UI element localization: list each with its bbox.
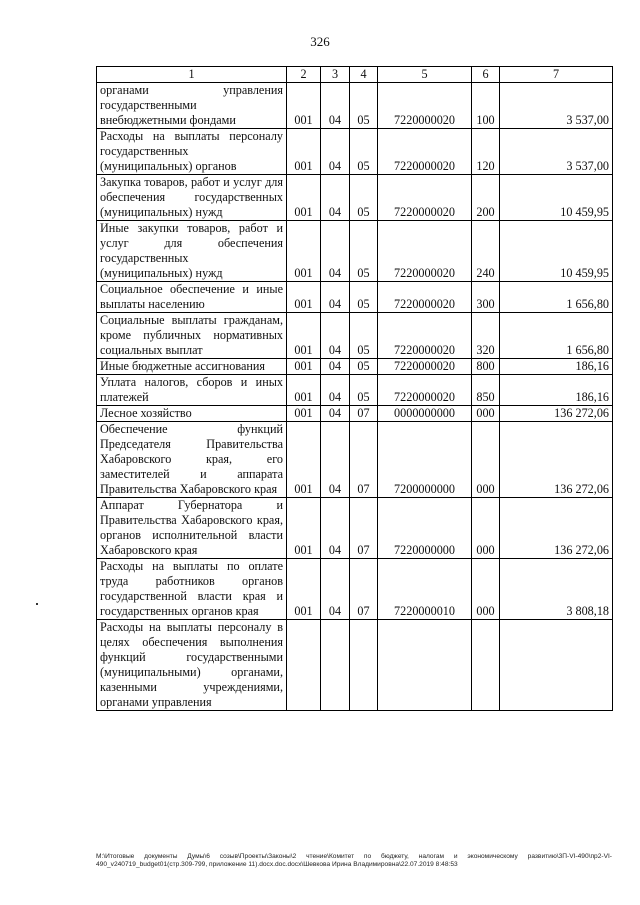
row-name: Уплата налогов, сборов и иных платежей	[97, 375, 287, 406]
header-cell: 3	[321, 67, 350, 83]
table-row	[97, 175, 613, 221]
row-name: Закупка товаров, работ и услуг для обеспечения государственных (муниципальных) нужд	[97, 175, 287, 221]
code-section: 04	[321, 559, 350, 620]
target-article: 7220000020	[378, 83, 472, 129]
code-section: 04	[321, 83, 350, 129]
code-admin: 001	[287, 498, 321, 559]
code-admin: 001	[287, 559, 321, 620]
expense-type: 320	[472, 313, 500, 359]
amount: 136 272,06	[500, 498, 613, 559]
table-row	[97, 406, 613, 422]
table-row	[97, 129, 613, 175]
code-subsection: 07	[350, 559, 378, 620]
target-article: 7220000020	[378, 221, 472, 282]
code-admin: 001	[287, 221, 321, 282]
code-subsection: 07	[350, 422, 378, 498]
code-admin: 001	[287, 359, 321, 375]
expense-type	[472, 620, 500, 711]
amount: 186,16	[500, 375, 613, 406]
code-admin: 001	[287, 83, 321, 129]
expense-type: 800	[472, 359, 500, 375]
code-admin: 001	[287, 406, 321, 422]
amount: 3 537,00	[500, 83, 613, 129]
code-subsection: 05	[350, 83, 378, 129]
code-subsection: 05	[350, 282, 378, 313]
amount: 3 537,00	[500, 129, 613, 175]
amount: 3 808,18	[500, 559, 613, 620]
row-name: Расходы на выплаты персоналу в целях обеспечения выполнения функций государственными (муниципальными) органами, казенными учреждениями, органами управления	[97, 620, 287, 711]
target-article: 7220000020	[378, 375, 472, 406]
code-admin: 001	[287, 313, 321, 359]
code-section	[321, 620, 350, 711]
table-row	[97, 620, 613, 711]
table-row	[97, 559, 613, 620]
code-section: 04	[321, 175, 350, 221]
code-subsection: 07	[350, 498, 378, 559]
code-subsection: 05	[350, 175, 378, 221]
target-article: 7220000020	[378, 129, 472, 175]
table-row	[97, 221, 613, 282]
file-path-footer: M:\Итоговые документы Думы\6 созыв\Проекты\Законы\2 чтение\Комитет по бюджету, налогам и экономическому развитию\3П-VI-490\пр2-VI-490_v240719_budget01(стр.309-799, приложение 11).docx.doc.docx\Шевкова Ирина Владимировна\22.07.2019 8:48:53	[96, 853, 612, 868]
code-admin: 001	[287, 129, 321, 175]
code-section: 04	[321, 282, 350, 313]
table-row	[97, 83, 613, 129]
header-cell: 5	[378, 67, 472, 83]
expense-type: 000	[472, 498, 500, 559]
expense-type: 100	[472, 83, 500, 129]
code-section: 04	[321, 221, 350, 282]
expense-type: 000	[472, 406, 500, 422]
target-article	[378, 620, 472, 711]
target-article: 7220000010	[378, 559, 472, 620]
code-subsection: 05	[350, 221, 378, 282]
header-cell: 7	[500, 67, 613, 83]
code-admin: 001	[287, 282, 321, 313]
target-article: 7200000000	[378, 422, 472, 498]
code-admin: 001	[287, 175, 321, 221]
expense-type: 120	[472, 129, 500, 175]
code-section: 04	[321, 313, 350, 359]
table-row	[97, 282, 613, 313]
row-name: Лесное хозяйство	[97, 406, 287, 422]
table-row	[97, 359, 613, 375]
expense-type: 850	[472, 375, 500, 406]
header-cell: 6	[472, 67, 500, 83]
row-name: Социальное обеспечение и иные выплаты населению	[97, 282, 287, 313]
expense-type: 200	[472, 175, 500, 221]
code-admin: 001	[287, 375, 321, 406]
scan-dot	[36, 603, 38, 605]
code-section: 04	[321, 406, 350, 422]
row-name: органами управления государственными внебюджетными фондами	[97, 83, 287, 129]
target-article: 0000000000	[378, 406, 472, 422]
row-name: Иные бюджетные ассигнования	[97, 359, 287, 375]
table-row	[97, 375, 613, 406]
code-section: 04	[321, 129, 350, 175]
row-name: Социальные выплаты гражданам, кроме публичных нормативных социальных выплат	[97, 313, 287, 359]
table-row	[97, 498, 613, 559]
code-subsection: 07	[350, 406, 378, 422]
row-name: Расходы на выплаты персоналу государственных (муниципальных) органов	[97, 129, 287, 175]
amount: 1 656,80	[500, 282, 613, 313]
code-admin: 001	[287, 422, 321, 498]
code-subsection: 05	[350, 129, 378, 175]
table-header-row	[97, 67, 613, 83]
row-name: Обеспечение функций Председателя Правительства Хабаровского края, его заместителей и аппарата Правительства Хабаровского края	[97, 422, 287, 498]
table-row	[97, 313, 613, 359]
code-subsection	[350, 620, 378, 711]
header-cell: 1	[97, 67, 287, 83]
target-article: 7220000020	[378, 359, 472, 375]
expense-type: 240	[472, 221, 500, 282]
expense-type: 300	[472, 282, 500, 313]
amount: 10 459,95	[500, 175, 613, 221]
code-admin	[287, 620, 321, 711]
amount: 136 272,06	[500, 422, 613, 498]
page-number: 326	[310, 34, 330, 49]
amount	[500, 620, 613, 711]
row-name: Расходы на выплаты по оплате труда работников органов государственной власти края и государственных органов края	[97, 559, 287, 620]
target-article: 7220000020	[378, 282, 472, 313]
amount: 136 272,06	[500, 406, 613, 422]
header-cell: 4	[350, 67, 378, 83]
code-section: 04	[321, 422, 350, 498]
code-section: 04	[321, 375, 350, 406]
row-name: Иные закупки товаров, работ и услуг для обеспечения государственных (муниципальных) нужд	[97, 221, 287, 282]
target-article: 7220000000	[378, 498, 472, 559]
amount: 10 459,95	[500, 221, 613, 282]
code-subsection: 05	[350, 359, 378, 375]
target-article: 7220000020	[378, 313, 472, 359]
code-section: 04	[321, 498, 350, 559]
expense-type: 000	[472, 559, 500, 620]
table-row	[97, 422, 613, 498]
code-section: 04	[321, 359, 350, 375]
budget-table	[96, 66, 613, 711]
code-subsection: 05	[350, 375, 378, 406]
amount: 1 656,80	[500, 313, 613, 359]
amount: 186,16	[500, 359, 613, 375]
row-name: Аппарат Губернатора и Правительства Хабаровского края, органов исполнительной власти Хабаровского края	[97, 498, 287, 559]
code-subsection: 05	[350, 313, 378, 359]
header-cell: 2	[287, 67, 321, 83]
expense-type: 000	[472, 422, 500, 498]
target-article: 7220000020	[378, 175, 472, 221]
